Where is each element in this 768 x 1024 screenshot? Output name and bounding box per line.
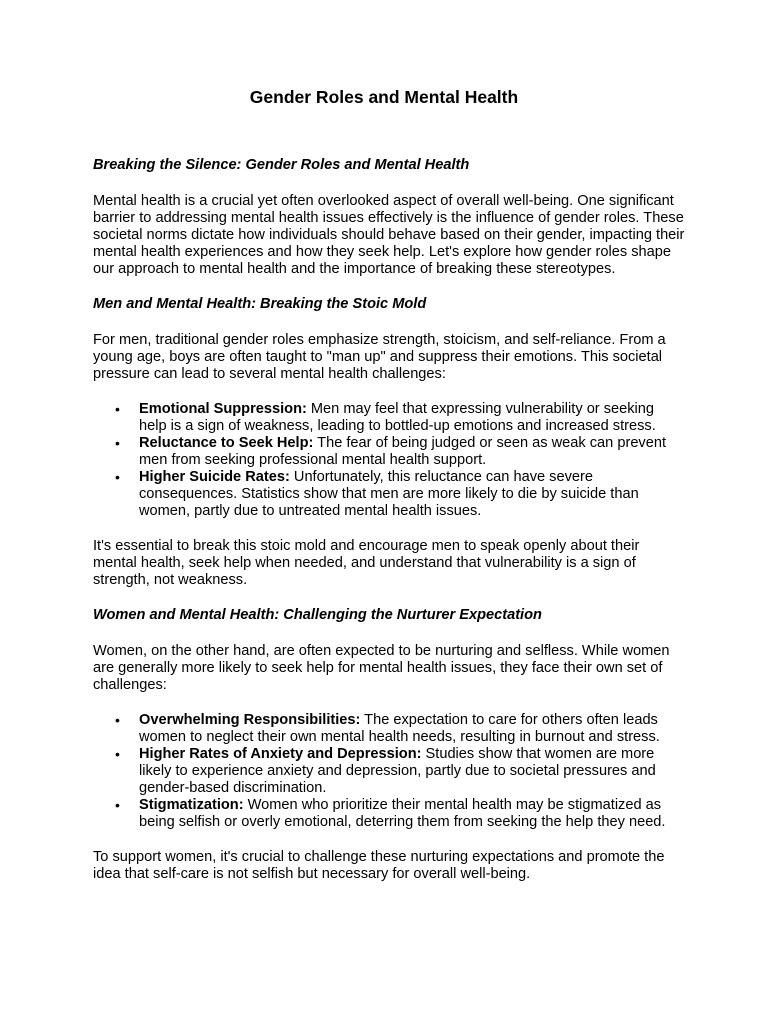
list-item-term: Higher Suicide Rates: xyxy=(139,469,290,485)
section-heading-breaking-the-silence: Breaking the Silence: Gender Roles and Mental Health xyxy=(93,157,470,173)
bullet-list-women xyxy=(93,712,685,831)
section-paragraph-women-intro: Women, on the other hand, are often expected to be nurturing and selfless. While women are generally more likely to seek help for mental health issues, they face their own set of challenges: xyxy=(93,643,670,693)
list-item xyxy=(115,435,685,469)
list-item-term: Overwhelming Responsibilities: xyxy=(139,712,361,728)
document-body xyxy=(93,86,685,901)
section-paragraph-women-closing: To support women, it's crucial to challenge these nurturing expectations and promote the idea that self-care is not selfish but necessary for overall well-being. xyxy=(93,849,665,882)
bullet-icon: • xyxy=(115,712,120,728)
list-item xyxy=(115,469,685,520)
list-item-text: The expectation to care for others often leads women to neglect their own mental health needs, resulting in burnout and stress. xyxy=(139,712,660,745)
list-item-term: Reluctance to Seek Help: xyxy=(139,435,314,451)
list-item xyxy=(115,797,685,831)
list-item-term: Emotional Suppression: xyxy=(139,401,307,417)
list-item-term: Higher Rates of Anxiety and Depression: xyxy=(139,746,422,762)
bullet-icon: • xyxy=(115,435,120,451)
section-paragraph-intro: Mental health is a crucial yet often overlooked aspect of overall well-being. One significant barrier to addressing mental health issues effectively is the influence of gender roles. These societal norms dictate how individuals should behave based on their gender, impacting their mental health experiences and how they seek help. Let's explore how gender roles shape our approach to mental health and the importance of breaking these stereotypes. xyxy=(93,193,685,277)
bullet-icon: • xyxy=(115,797,120,813)
list-item-text: Unfortunately, this reluctance can have severe consequences. Statistics show that men are more likely to die by suicide than women, partly due to untreated mental health issues. xyxy=(139,469,639,519)
section-heading-men: Men and Mental Health: Breaking the Stoic Mold xyxy=(93,296,427,312)
section-paragraph-men-closing: It's essential to break this stoic mold and encourage men to speak openly about their mental health, seek help when needed, and understand that vulnerability is a sign of strength, not weakness. xyxy=(93,538,640,588)
bullet-icon: • xyxy=(115,469,120,485)
list-item-text: Studies show that women are more likely to experience anxiety and depression, partly due to societal pressures and gender-based discrimination. xyxy=(139,746,656,796)
bullet-icon: • xyxy=(115,746,120,762)
list-item-text: The fear of being judged or seen as weak can prevent men from seeking professional mental health support. xyxy=(139,435,667,468)
list-item xyxy=(115,401,685,435)
bullet-icon: • xyxy=(115,401,120,417)
document-title: Gender Roles and Mental Health xyxy=(249,87,519,107)
bullet-list-men xyxy=(93,401,685,520)
list-item-term: Stigmatization: xyxy=(139,797,244,813)
list-item xyxy=(115,746,685,797)
list-item xyxy=(115,712,685,746)
list-item-text: Men may feel that expressing vulnerability or seeking help is a sign of weakness, leading to bottled-up emotions and increased stress. xyxy=(139,401,656,434)
list-item-text: Women who prioritize their mental health may be stigmatized as being selfish or overly emotional, deterring them from seeking the help they need. xyxy=(139,797,666,830)
section-heading-women: Women and Mental Health: Challenging the Nurturer Expectation xyxy=(93,607,542,623)
section-paragraph-men-intro: For men, traditional gender roles emphasize strength, stoicism, and self-reliance. From a young age, boys are often taught to "man up" and suppress their emotions. This societal pressure can lead to several mental health challenges: xyxy=(93,332,666,382)
